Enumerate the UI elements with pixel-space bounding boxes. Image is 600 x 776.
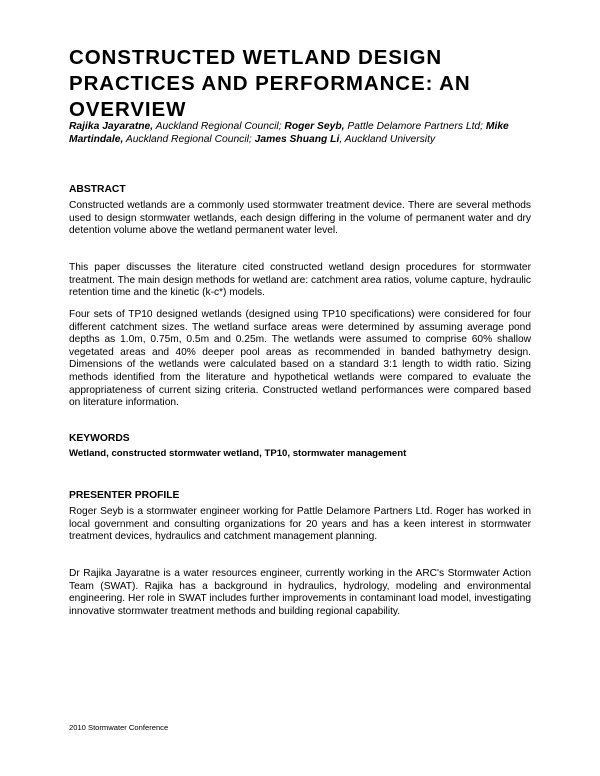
paper-title: CONSTRUCTED WETLAND DESIGN PRACTICES AND PERFORMANCE: AN OVERVIEW bbox=[69, 46, 471, 121]
keywords-text: Wetland, constructed stormwater wetland, TP10, stormwater management bbox=[69, 448, 407, 459]
abstract-heading: ABSTRACT bbox=[69, 184, 126, 195]
author-list bbox=[69, 120, 531, 146]
presenter-profile-heading: PRESENTER PROFILE bbox=[69, 490, 180, 501]
author-name: Roger Seyb, bbox=[284, 121, 345, 132]
keywords-heading: KEYWORDS bbox=[69, 433, 130, 444]
author-name: Rajika Jayaratne, bbox=[69, 121, 154, 132]
author-name: Mike Martindale, bbox=[69, 121, 509, 145]
presenter-paragraph: Dr Rajika Jayaratne is a water resources engineer, currently working in the ARC's Stormwater Action Team (SWAT). Rajika has a background in hydraulics, hydrology, modeling and environmental engineering. Her role in SWAT includes further improvements in contaminant load model, investigating innovative stormwater treatment methods and building regional capability. bbox=[69, 568, 531, 617]
page-footer: 2010 Stormwater Conference bbox=[69, 723, 169, 732]
author-affiliation: , Auckland University bbox=[339, 134, 436, 145]
author-name: James Shuang Li bbox=[254, 134, 340, 145]
abstract-paragraph: This paper discusses the literature cited constructed wetland design procedures for stormwater treatment. The main design methods for wetland are: catchment area ratios, volume capture, hydraulic retention time and the kinetic (k-c*) models. bbox=[69, 262, 531, 299]
abstract-paragraph: Four sets of TP10 designed wetlands (designed using TP10 specifications) were considered for four different catchment sizes. The wetland surface areas were determined by assuming average pond depths as 1.0m, 0.75m, 0.5m and 0.25m. The wetlands were assumed to comprise 60% shallow vegetated areas and 40% deeper pool areas as recommended in banded bathymetry design. Dimensions of the wetlands were calculated based on a standard 3:1 length to width ratio. Sizing methods identified from the literature and hypothetical wetlands were compared to evaluate the appropriateness of current sizing criteria. Constructed wetland performances were compared based on literature information. bbox=[69, 309, 531, 409]
abstract-paragraph: Constructed wetlands are a commonly used stormwater treatment device. There are several methods used to design stormwater wetlands, each design differing in the volume of permanent water and dry detention volume above the wetland permanent water level. bbox=[69, 200, 531, 237]
author-affiliation: Auckland Regional Council; bbox=[123, 134, 255, 145]
presenter-paragraph: Roger Seyb is a stormwater engineer working for Pattle Delamore Partners Ltd. Roger has worked in local government and consulting organizations for 20 years and has a keen interest in stormwater treatment devices, hydraulics and catchment management planning. bbox=[69, 506, 531, 543]
author-affiliation: Pattle Delamore Partners Ltd; bbox=[344, 121, 486, 132]
author-affiliation: Auckland Regional Council; bbox=[153, 121, 285, 132]
